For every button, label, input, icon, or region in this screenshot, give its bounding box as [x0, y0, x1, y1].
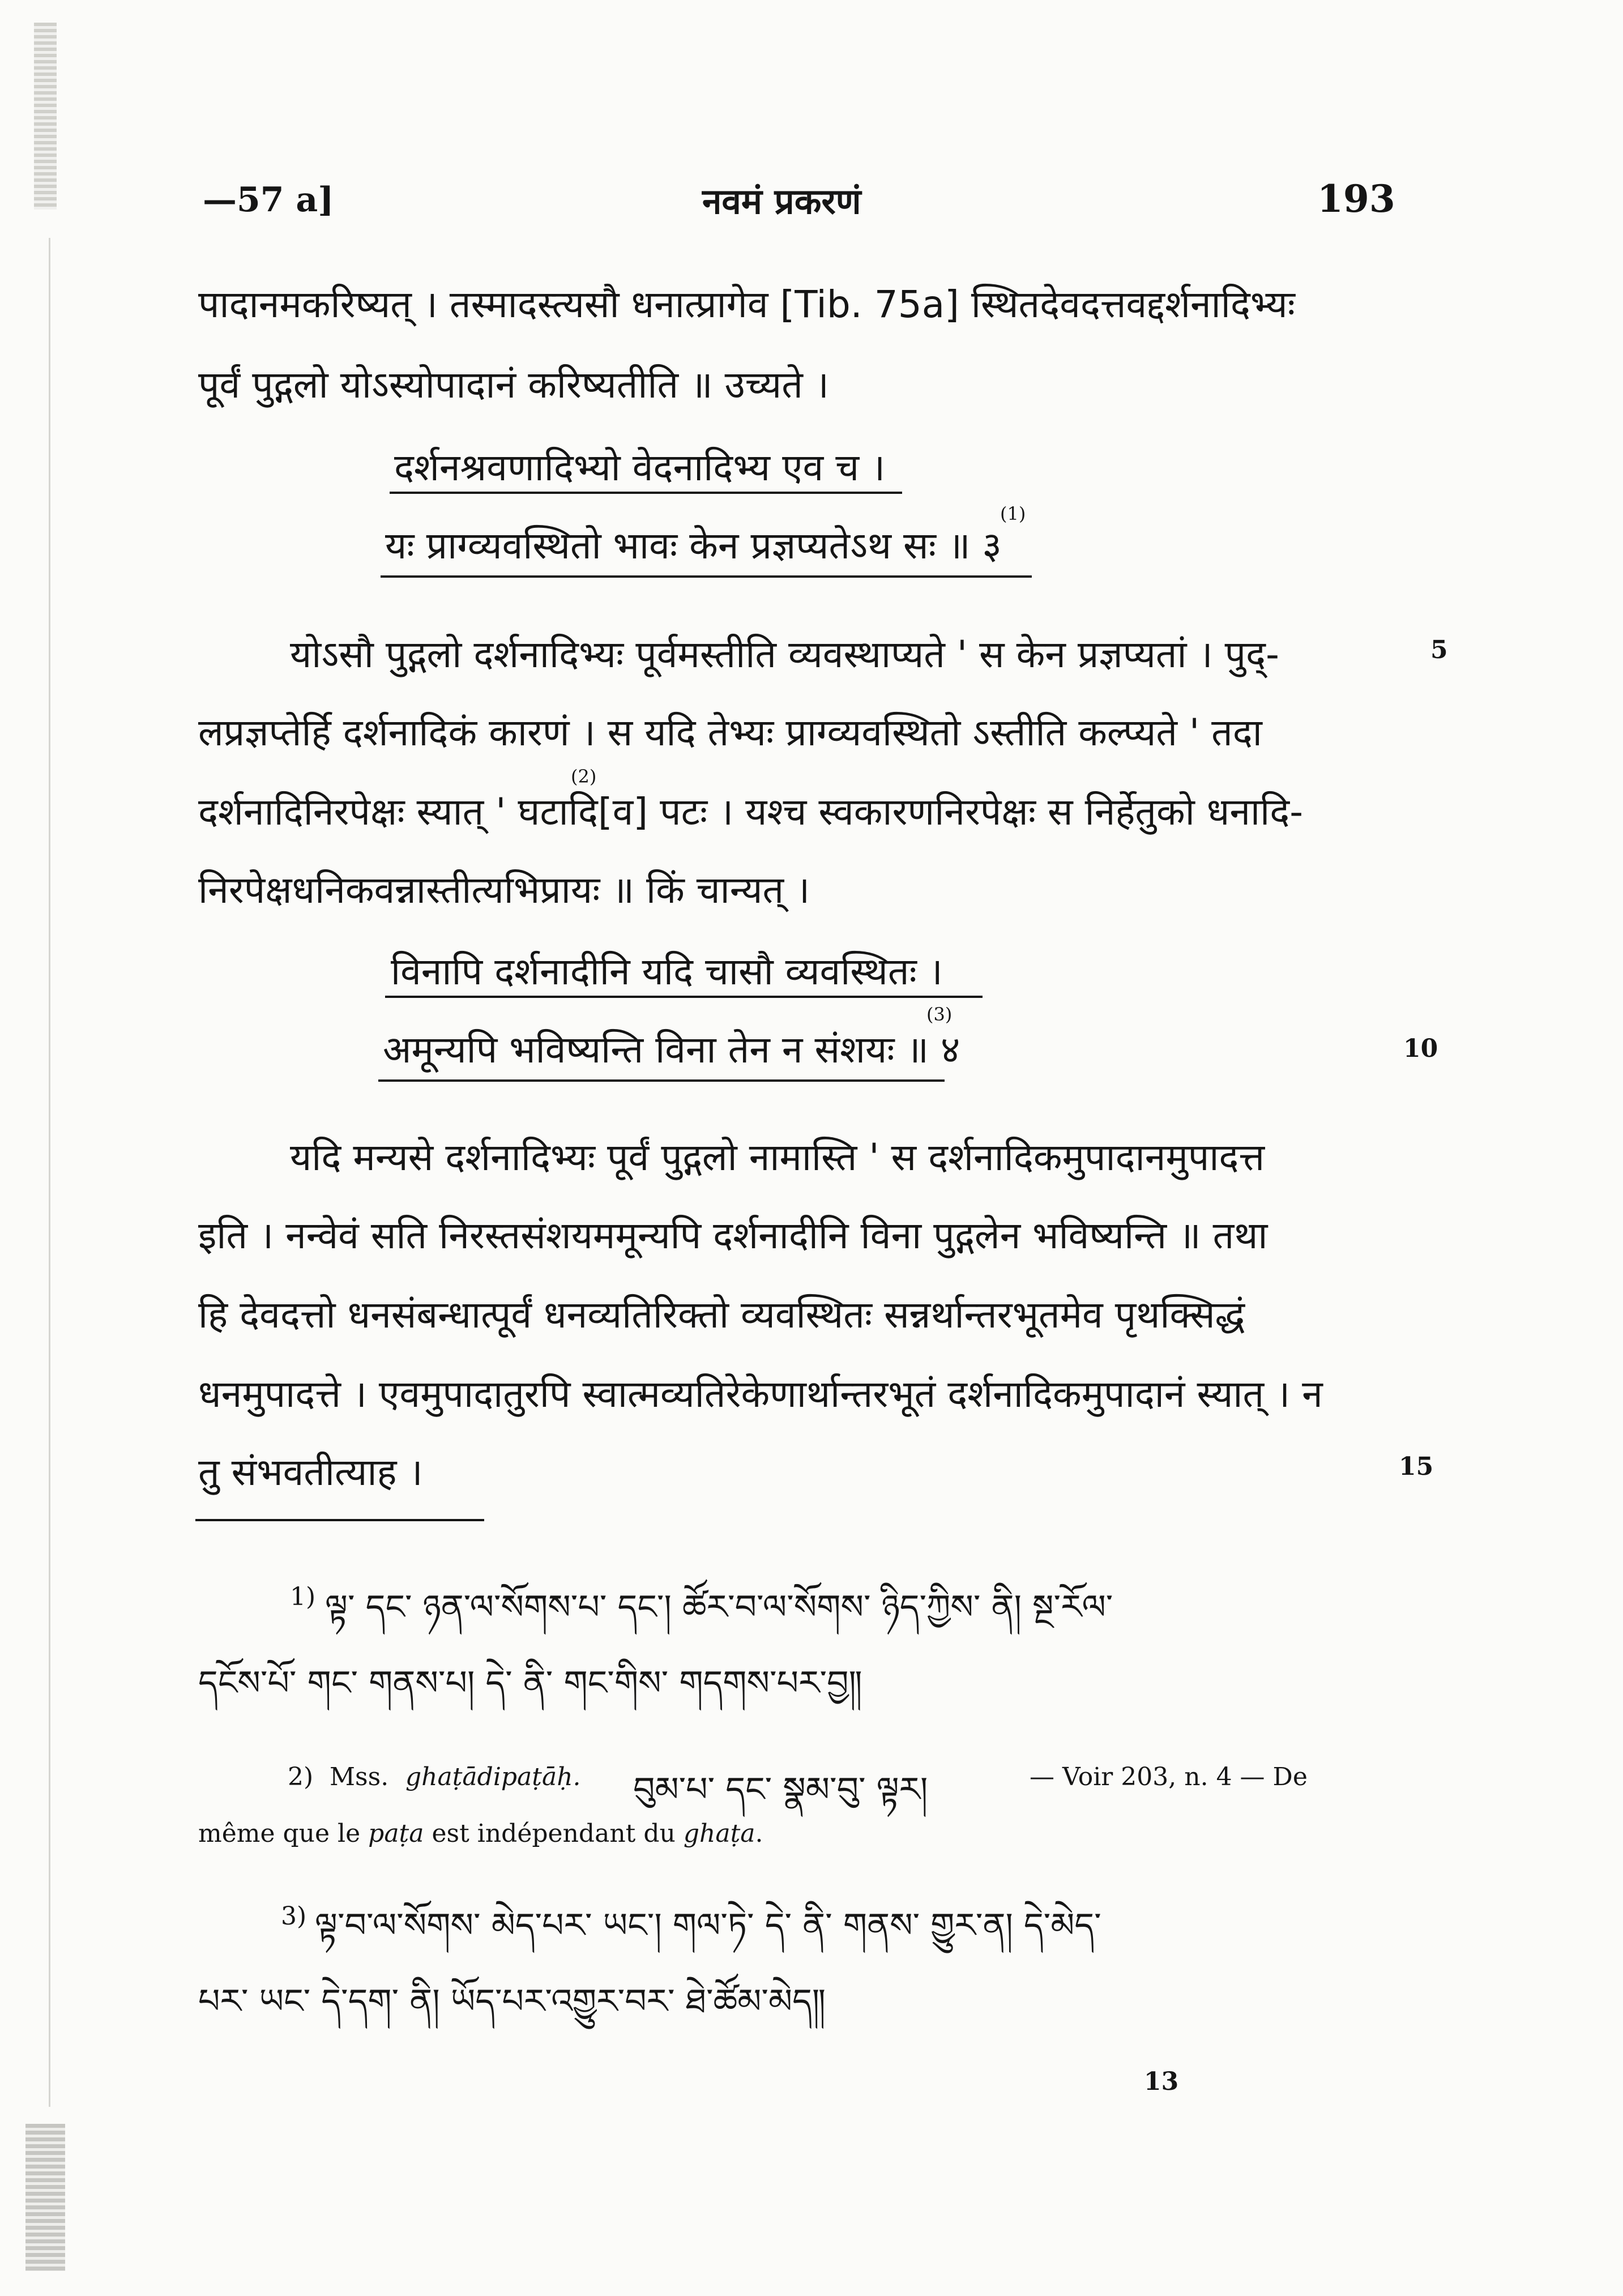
- scan-edge-bottom-left: [25, 2124, 65, 2271]
- text-line: यदि मन्यसे दर्शनादिभ्यः पूर्वं पुद्गलो नामास्ति ' स दर्शनादिकमुपादानमुपादत्त: [290, 1136, 1265, 1179]
- footnote-term: paṭa: [368, 1819, 424, 1848]
- page-title: नवमं प्रकरणं: [702, 181, 861, 222]
- line-number: 5: [1430, 635, 1448, 664]
- footnote-label: 3): [281, 1902, 307, 1931]
- verse-line: अमून्यपि भविष्यन्ति विना तेन न संशयः ॥ ४: [383, 1028, 960, 1072]
- text-line: योऽसौ पुद्गलो दर्शनादिभ्यः पूर्वमस्तीति व्यवस्थाप्यते ' स केन प्रज्ञप्यतां । पुद्-: [290, 633, 1279, 676]
- footnote-separator: [195, 1519, 484, 1521]
- text-line: हि देवदत्तो धनसंबन्धात्पूर्वं धनव्यतिरिक्तो व्यवस्थितः सन्नर्थान्तरभूतमेव पृथक्सिद्धं: [198, 1293, 1245, 1337]
- text-line: इति । नन्वेवं सति निरस्तसंशयममून्यपि दर्शनादीनि विना पुद्गलेन भविष्यन्ति ॥ तथा: [198, 1214, 1268, 1257]
- footnote-text: .: [755, 1819, 763, 1848]
- note-ref: (1): [1000, 503, 1026, 524]
- footnote-text: — Voir 203, n. 4 — De: [1030, 1762, 1308, 1791]
- note-ref: (2): [571, 766, 597, 787]
- text-line: पादानमकरिष्यत् । तस्मादस्त्यसौ धनात्प्रागेव [Tib. 75a] स्थितदेवदत्तवद्दर्शनादिभ्यः: [198, 283, 1295, 326]
- note-ref: (3): [926, 1004, 953, 1025]
- text-line: निरपेक्षधनिकवन्नास्तीत्यभिप्रायः ॥ किं चान्यत् ।: [198, 868, 810, 912]
- verse-line: विनापि दर्शनादीनि यदि चासौ व्यवस्थितः ।: [391, 950, 943, 993]
- footnote-label: 2): [288, 1762, 314, 1791]
- scan-margin-rule: [49, 238, 50, 2107]
- line-number: 10: [1403, 1034, 1438, 1063]
- footnote-text: est indépendant du: [432, 1819, 676, 1848]
- footnote-text: même que le: [198, 1819, 361, 1848]
- footnote-tibetan: བུམ་པ་ དང་ སྣམ་བུ་ ལྟར།: [633, 1770, 928, 1810]
- footnote-term: ghaṭa: [683, 1819, 755, 1848]
- verse-underline: [390, 492, 902, 494]
- verse-underline: [381, 575, 1032, 578]
- verse-underline: [378, 1079, 945, 1082]
- footnote-line: [198, 1819, 763, 1848]
- footnote-ms-reading: ghaṭādipaṭāḥ.: [405, 1762, 581, 1791]
- text-line: लप्रज्ञप्तेर्हि दर्शनादिकं कारणं । स यदि तेभ्यः प्राग्व्यवस्थितो ऽस्तीति कल्प्यते ' तदा: [198, 711, 1262, 754]
- text-line: तु संभवतीत्याह ।: [198, 1450, 423, 1494]
- page-number: 193: [1317, 177, 1395, 221]
- text-line: दर्शनादिनिरपेक्षः स्यात् ' घटादि[व] पटः । यश्च स्वकारणनिरपेक्षः स निर्हेतुको धनादि-: [198, 790, 1304, 834]
- verse-line: यः प्राग्व्यवस्थितो भावः केन प्रज्ञप्यतेऽथ सः ॥ ३: [385, 524, 1002, 567]
- verse-line: दर्शनश्रवणादिभ्यो वेदनादिभ्य एव च ।: [394, 446, 886, 489]
- footnote-text: དངོས་པོ་ གང་ གནས་པ། དེ་ ནི་ གང་གིས་ གདགས་པར་བྱ༎: [198, 1663, 862, 1703]
- verse-underline: [385, 996, 983, 998]
- printer-signature: 13: [1144, 2067, 1179, 2096]
- line-number: 15: [1399, 1452, 1434, 1481]
- footnote-text: པར་ ཡང་ དེ་དག་ ནི། ཡོད་པར་འགྱུར་བར་ ཐེ་ཚོམ་མེད༎: [198, 1982, 826, 2021]
- footnote-text: Mss.: [330, 1762, 389, 1791]
- text-line: पूर्वं पुद्गलो योऽस्योपादानं करिष्यतीति ॥ उच्यते ।: [198, 363, 829, 407]
- footnote-label: 1): [290, 1582, 316, 1611]
- header-folio-ref: —57 a]: [203, 180, 334, 220]
- scan-edge-top-left: [34, 23, 57, 210]
- footnote-text: ལྟ་བ་ལ་སོགས་ མེད་པར་ ཡང་། གལ་ཏེ་ དེ་ ནི་ གནས་ གྱུར་ན། དེ་མེད་: [315, 1906, 1101, 1945]
- text-line: धनमुपादत्ते । एवमुपादातुरपि स्वात्मव्यतिरेकेणार्थान्तरभूतं दर्शनादिकमुपादानं स्यात् । न: [198, 1372, 1323, 1416]
- footnote-text: ལྟ་ དང་ ཉན་ལ་སོགས་པ་ དང་། ཚོར་བ་ལ་སོགས་ ཉིད་ཀྱིས་ ནི། སྔ་རོལ་: [325, 1587, 1113, 1627]
